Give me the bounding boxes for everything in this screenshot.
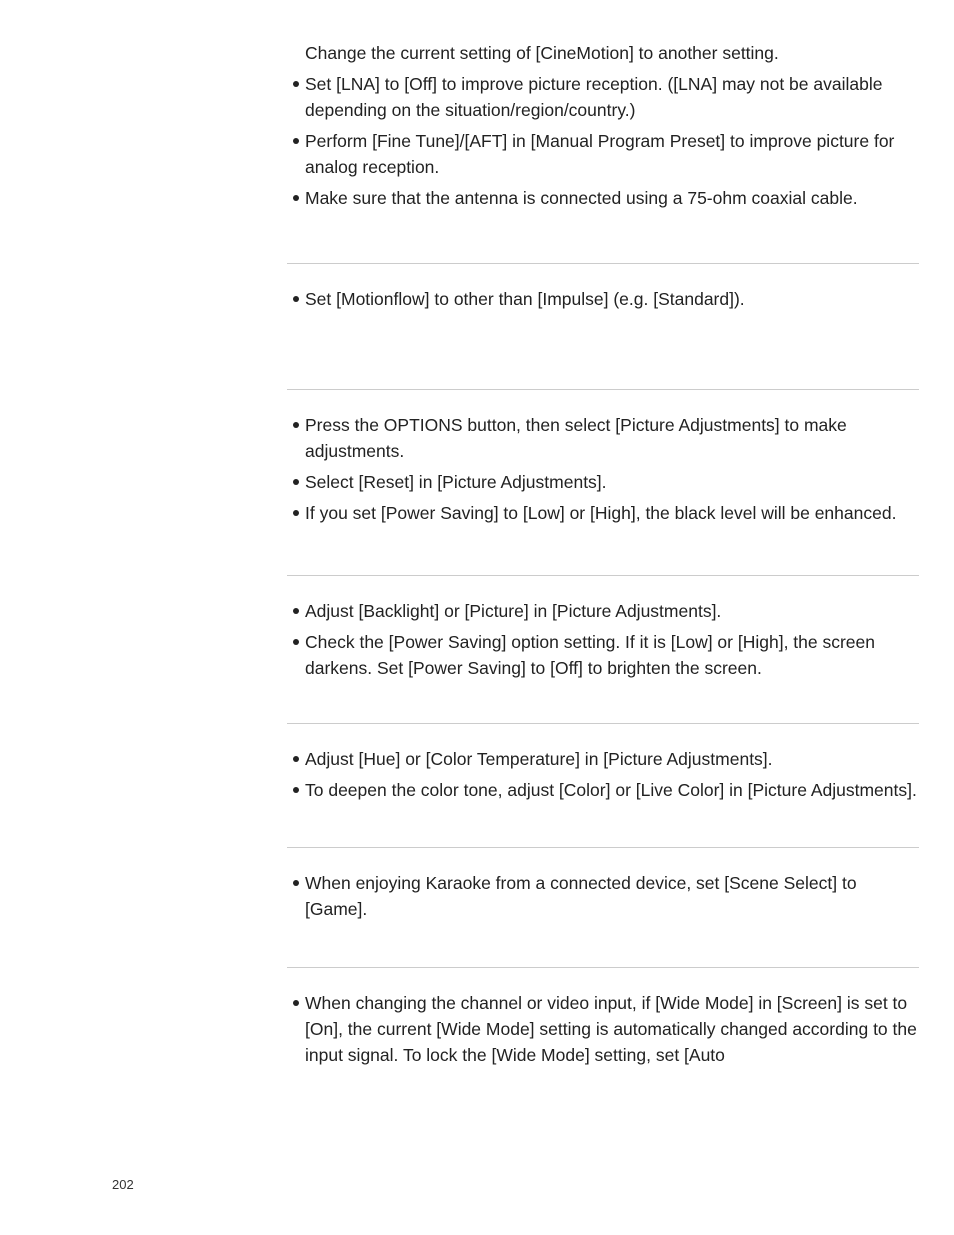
list-item: Adjust [Hue] or [Color Temperature] in [Picture Adjustments]. <box>287 746 919 772</box>
list-item: Set [Motionflow] to other than [Impulse] (e.g. [Standard]). <box>287 286 919 312</box>
list-item: When changing the channel or video input, if [Wide Mode] in [Screen] is set to [On], the current [Wide Mode] setting is automatically changed according to the input signal. To lock the [Wide Mode] setting, set [Auto <box>287 990 919 1068</box>
list-item: Set [LNA] to [Off] to improve picture reception. ([LNA] may not be available depending on the situation/region/country.) <box>287 71 919 123</box>
section-wide-mode <box>287 990 919 1068</box>
section-motionflow <box>287 286 919 312</box>
list-item: If you set [Power Saving] to [Low] or [High], the black level will be enhanced. <box>287 500 919 526</box>
page-number: 202 <box>112 1177 134 1192</box>
section-divider <box>287 847 919 848</box>
section-brightness <box>287 598 919 681</box>
section-picture-adjustments <box>287 412 919 526</box>
section-color <box>287 746 919 803</box>
section-divider <box>287 723 919 724</box>
section-karaoke <box>287 870 919 922</box>
list-item: Press the OPTIONS button, then select [Picture Adjustments] to make adjustments. <box>287 412 919 464</box>
section-divider <box>287 389 919 390</box>
section-reception <box>287 71 919 211</box>
bullet-list <box>287 870 919 922</box>
bullet-list <box>287 598 919 681</box>
bullet-list <box>287 71 919 211</box>
bullet-list <box>287 746 919 803</box>
list-item: When enjoying Karaoke from a connected device, set [Scene Select] to [Game]. <box>287 870 919 922</box>
bullet-list <box>287 286 919 312</box>
list-item: To deepen the color tone, adjust [Color] or [Live Color] in [Picture Adjustments]. <box>287 777 919 803</box>
section-divider <box>287 967 919 968</box>
list-item: Perform [Fine Tune]/[AFT] in [Manual Program Preset] to improve picture for analog reception. <box>287 128 919 180</box>
list-item: Check the [Power Saving] option setting. If it is [Low] or [High], the screen darkens. Set [Power Saving] to [Off] to brighten the screen. <box>287 629 919 681</box>
bullet-list <box>287 412 919 526</box>
list-item: Select [Reset] in [Picture Adjustments]. <box>287 469 919 495</box>
section-divider <box>287 263 919 264</box>
section-divider <box>287 575 919 576</box>
lead-paragraph: Change the current setting of [CineMotion] to another setting. <box>305 43 779 63</box>
list-item: Adjust [Backlight] or [Picture] in [Picture Adjustments]. <box>287 598 919 624</box>
bullet-list <box>287 990 919 1068</box>
page-content <box>287 0 919 1073</box>
list-item: Make sure that the antenna is connected using a 75-ohm coaxial cable. <box>287 185 919 211</box>
